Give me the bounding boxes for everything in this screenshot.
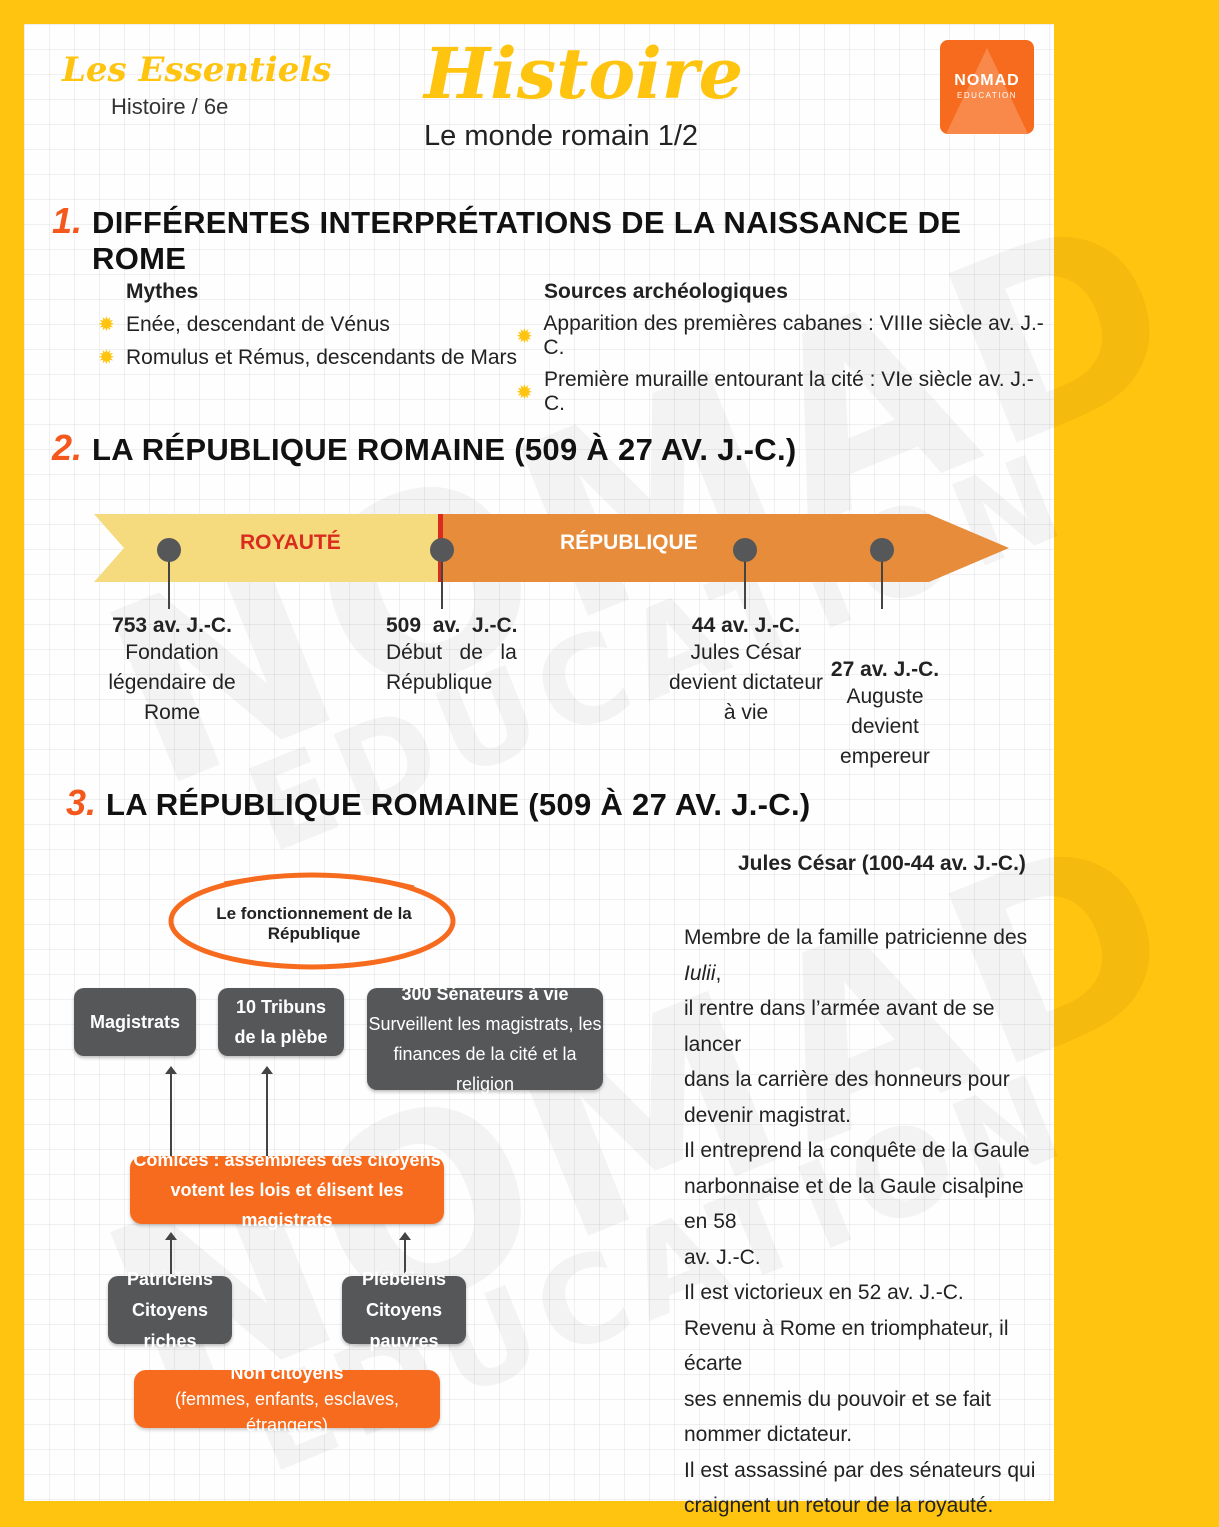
cesar-line: Il entreprend la conquête de la Gaule: [684, 1139, 1030, 1162]
plebeiens-box: Plébéiens Citoyens pauvres: [342, 1276, 466, 1344]
list-item: ✹ Apparition des premières cabanes : VIIIe siècle av. J.-C.: [516, 312, 1044, 359]
comices-box: Comices : assemblées des citoyens votent les lois et élisent les magistrats: [130, 1156, 444, 1224]
page-subtitle: Le monde romain 1/2: [424, 120, 699, 152]
cesar-line: Revenu à Rome en triomphateur, il écarte: [684, 1316, 1009, 1375]
cesar-line: il rentre dans l’armée avant de se lancer: [684, 997, 995, 1056]
timeline-marker-27: [870, 538, 894, 562]
timeline-event-27: 27 av. J.-C. Auguste devient empereur: [830, 658, 940, 768]
sun-bullet-icon: ✹: [98, 347, 115, 369]
archaeology-list: [516, 280, 1054, 416]
cesar-line: ses ennemis du pouvoir et se fait: [684, 1387, 992, 1411]
timeline-label-royaute: ROYAUTÉ: [240, 531, 341, 554]
sun-bullet-icon: ✹: [98, 314, 115, 336]
page-title: Histoire: [424, 32, 744, 115]
non-citoyens-box: Non citoyens (femmes, enfants, esclaves, étrangers): [134, 1370, 440, 1428]
section-1-number: 1.: [52, 200, 83, 241]
brand-title: Les Essentiels: [62, 50, 332, 90]
list-item: ✹ Première muraille entourant la cité : VIe siècle av. J.-C.: [516, 368, 1034, 415]
section-3-number: 3.: [66, 782, 97, 823]
cesar-line: narbonnaise et de la Gaule cisalpine en 58: [684, 1174, 1024, 1233]
section-2-number: 2.: [52, 427, 83, 468]
timeline-marker-509: [430, 538, 454, 562]
timeline-event-753: 753 av. J.-C. Fondation légendaire de Rome: [108, 614, 236, 724]
timeline-label-republique: RÉPUBLIQUE: [560, 531, 698, 554]
cesar-line: craignent un retour de la royauté.: [684, 1494, 994, 1517]
section-2-heading: [52, 427, 797, 469]
patriciens-box: Patriciens Citoyens riches: [108, 1276, 232, 1344]
timeline-marker-753: [157, 538, 181, 562]
cesar-heading: Jules César (100-44 av. J.-C.): [738, 852, 1026, 875]
cesar-line: devenir magistrat.: [684, 1103, 851, 1127]
arrow-up-icon: [266, 1072, 268, 1156]
timeline-event-509: 509 av. J.-C. Début de la République: [386, 614, 518, 694]
section-3-title: LA RÉPUBLIQUE ROMAINE (509 À 27 AV. J.-C.): [106, 787, 811, 822]
section-2-title: LA RÉPUBLIQUE ROMAINE (509 À 27 AV. J.-C.): [92, 432, 797, 467]
section-1-heading: [52, 200, 1054, 277]
subject-line: Histoire / 6e: [111, 94, 229, 119]
cesar-line: Il est assassiné par des sénateurs qui: [684, 1458, 1036, 1482]
list-item: ✹ Enée, descendant de Vénus: [98, 312, 390, 336]
cesar-line: dans la carrière des honneurs pour: [684, 1068, 1010, 1091]
myths-heading: Mythes: [126, 280, 199, 303]
cesar-line: nommer dictateur.: [684, 1423, 853, 1446]
cesar-line: Membre de la famille patricienne des Iulii,: [684, 926, 1028, 985]
logo-subtext: EDUCATION: [956, 91, 1018, 100]
cesar-line: av. J.-C.: [684, 1245, 761, 1269]
cesar-biography: [684, 920, 1044, 1524]
section-3-heading: [66, 782, 811, 824]
tribuns-box: 10 Tribuns de la plèbe: [218, 988, 344, 1056]
senateurs-box: 300 Sénateurs à vie Surveillent les magistrats, les finances de la cité et la religion: [368, 984, 602, 1094]
timeline-marker-44: [733, 538, 757, 562]
timeline-republique-band: [442, 514, 1009, 582]
page: [24, 24, 1054, 1517]
cesar-line: Il est victorieux en 52 av. J.-C.: [684, 1281, 964, 1304]
section-1-title: DIFFÉRENTES INTERPRÉTATIONS DE LA NAISSANCE DE ROME: [92, 205, 962, 276]
timeline-event-44: 44 av. J.-C. Jules César devient dictateur à vie: [668, 614, 824, 724]
archaeology-heading: Sources archéologiques: [544, 280, 788, 303]
sun-bullet-icon: ✹: [516, 325, 533, 348]
sun-bullet-icon: ✹: [516, 381, 533, 404]
myths-list: [98, 280, 517, 370]
diagram-heading: Le fonctionnement de la République: [216, 904, 412, 943]
logo-text: NOMAD: [954, 72, 1020, 89]
list-item: ✹ Romulus et Rémus, descendants de Mars: [98, 345, 518, 369]
nomad-logo: [940, 40, 1034, 134]
arrow-up-icon: [170, 1072, 172, 1156]
magistrats-box: Magistrats: [74, 988, 196, 1056]
